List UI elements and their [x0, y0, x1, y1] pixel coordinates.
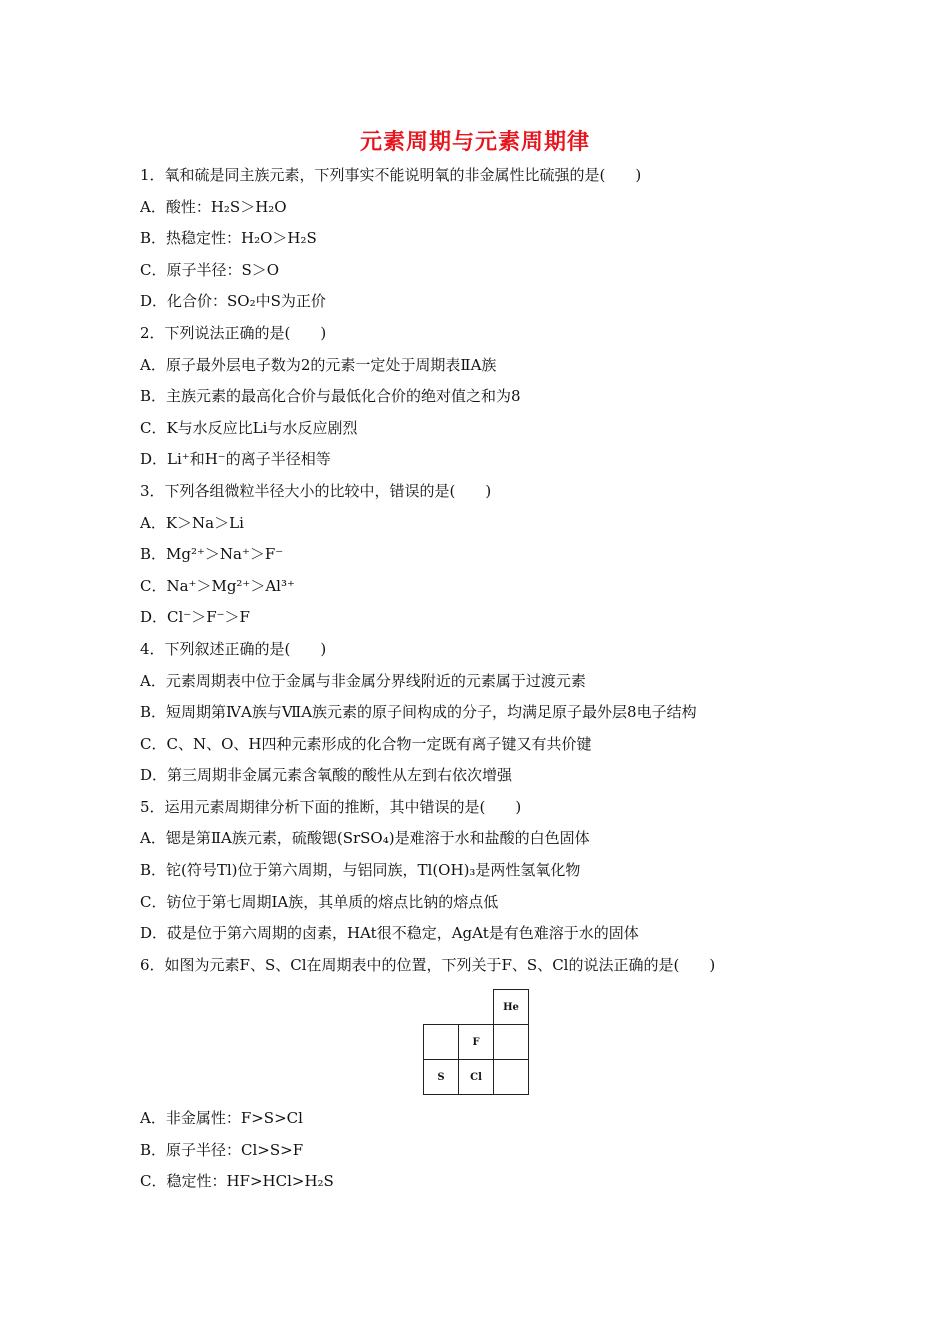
text-line: C．K与水反应比Li与水反应剧烈	[140, 418, 358, 437]
text-line: A．K＞Na＞Li	[140, 513, 244, 532]
text-line: C．C、N、O、H四种元素形成的化合物一定既有离子键又有共价键	[140, 734, 592, 753]
text-line: D．Li⁺和H⁻的离子半径相等	[140, 450, 331, 469]
element-cell-f: F	[459, 1025, 494, 1060]
text-line: B．主族元素的最高化合价与最低化合价的绝对值之和为8	[140, 387, 521, 406]
text-line: 1．氧和硫是同主族元素，下列事实不能说明氧的非金属性比硫强的是( )	[140, 166, 642, 184]
element-cell-s: S	[424, 1060, 459, 1095]
questions-block	[140, 160, 900, 981]
text-line: 6．如图为元素F、S、Cl在周期表中的位置，下列关于F、S、Cl的说法正确的是( )	[140, 955, 716, 974]
text-line: A．非金属性：F>S>Cl	[140, 1109, 303, 1127]
text-line: 5．运用元素周期律分析下面的推断，其中错误的是( )	[140, 797, 522, 816]
periodic-table-grid	[423, 989, 529, 1095]
text-line: A．锶是第ⅡA族元素，硫酸锶(SrSO₄)是难溶于水和盐酸的白色固体	[140, 829, 590, 848]
text-line: C．钫位于第七周期ⅠA族，其单质的熔点比钠的熔点低	[140, 892, 499, 911]
text-line: D．砹是位于第六周期的卤素，HAt很不稳定，AgAt是有色难溶于水的固体	[140, 924, 639, 943]
table-cell-blank	[424, 1025, 459, 1060]
text-line: A．元素周期表中位于金属与非金属分界线附近的元素属于过渡元素	[140, 671, 586, 690]
text-line: A．酸性：H₂S＞H₂O	[140, 197, 287, 216]
table-cell-empty	[459, 990, 494, 1025]
text-line: C．原子半径：S＞O	[140, 260, 280, 279]
table-cell-empty	[424, 990, 459, 1025]
text-line: D．Cl⁻＞F⁻＞F	[140, 608, 250, 627]
text-line: B．原子半径：Cl>S>F	[140, 1140, 304, 1159]
table-cell-blank	[494, 1025, 529, 1060]
document-title: 元素周期与元素周期律	[359, 129, 590, 155]
table-cell-blank	[494, 1060, 529, 1095]
text-line: D．化合价：SO₂中S为正价	[140, 292, 326, 311]
text-line: B．热稳定性：H₂O＞H₂S	[140, 229, 317, 248]
element-cell-cl: Cl	[459, 1060, 494, 1095]
text-line: C．稳定性：HF>HCl>H₂S	[140, 1172, 334, 1191]
text-line: B．铊(符号Tl)位于第六周期，与铝同族，Tl(OH)₃是两性氢氧化物	[140, 861, 581, 880]
text-line: B．短周期第ⅣA族与ⅦA族元素的原子间构成的分子，均满足原子最外层8电子结构	[140, 703, 697, 722]
question-6-options	[140, 1103, 900, 1198]
text-line: 4．下列叙述正确的是( )	[140, 639, 327, 658]
text-line: D．第三周期非金属元素含氧酸的酸性从左到右依次增强	[140, 766, 513, 785]
text-line: C．Na⁺＞Mg²⁺＞Al³⁺	[140, 576, 295, 595]
text-line: A．原子最外层电子数为2的元素一定处于周期表ⅡA族	[140, 355, 497, 374]
text-line: 3．下列各组微粒半径大小的比较中，错误的是( )	[140, 481, 492, 500]
element-cell-he: He	[494, 990, 529, 1025]
text-line: 2．下列说法正确的是( )	[140, 323, 327, 342]
periodic-table-figure	[423, 989, 529, 1095]
text-line: B．Mg²⁺＞Na⁺＞F⁻	[140, 545, 284, 564]
